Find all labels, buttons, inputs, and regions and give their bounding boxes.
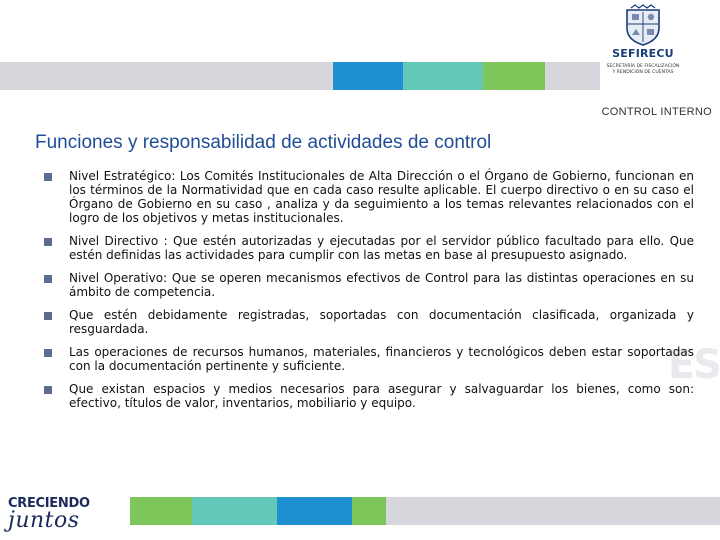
square-bullet-icon (44, 275, 52, 283)
page-title: Funciones y responsabilidad de actividades de control (35, 132, 492, 153)
footer-logo-line2: juntos (8, 508, 80, 533)
top-color-bar (0, 62, 600, 90)
list-item (44, 308, 694, 336)
list-item-text: Nivel Estratégico: Los Comités Institucionales de Alta Dirección o el Órgano de Gobierno, funcionan en los términos de la Normatividad que en cada caso resulte aplicable. El cuerpo directivo o en su caso el Órgano de Gobierno en su caso , analiza y da seguimiento a los temas relevantes relacionados con el logro de los objetivos y metas institucionales. (69, 169, 694, 225)
list-item-text: Nivel Directivo : Que estén autorizadas y ejecutadas por el servidor público facultado para ello. Que estén definidas las actividades para cumplir con las metas en base al presupuesto asignado. (69, 234, 694, 262)
bottom-bar-gray (386, 497, 720, 525)
square-bullet-icon (44, 349, 52, 357)
footer-logo-line1: CRECIENDO (8, 496, 90, 511)
list-item-text: Las operaciones de recursos humanos, materiales, financieros y tecnológicos deben estar soportadas con la documentación pertinente y suficiente. (69, 345, 694, 373)
top-bar-gray (0, 62, 333, 90)
list-item (44, 234, 694, 262)
square-bullet-icon (44, 386, 52, 394)
bottom-bar-green-2 (352, 497, 386, 525)
responsibility-list (44, 169, 694, 410)
brand-tagline: SECRETARÍA DE FISCALIZACIÓN Y RENDICIÓN DE CUENTAS (606, 64, 680, 75)
list-item-text: Que estén debidamente registradas, soportadas con documentación clasificada, organizada y resguardada. (69, 308, 694, 336)
list-item-text: Que existan espacios y medios necesarios para asegurar y salvaguardar los bienes, como son: efectivo, títulos de valor, inventarios, mobiliario y equipo. (69, 382, 694, 410)
brand-name: SEFIRECU (612, 47, 674, 60)
bottom-bar-teal (192, 497, 277, 525)
list-item-text: Nivel Operativo: Que se operen mecanismos efectivos de Control para las distintas operaciones en su ámbito de competencia. (69, 271, 694, 299)
bottom-color-bar (130, 497, 720, 525)
square-bullet-icon (44, 312, 52, 320)
square-bullet-icon (44, 173, 52, 181)
list-item (44, 345, 694, 373)
bottom-bar-green (130, 497, 192, 525)
top-bar-teal (403, 62, 483, 90)
square-bullet-icon (44, 238, 52, 246)
state-seal-icon (623, 4, 663, 46)
top-bar-blue (333, 62, 403, 90)
list-item (44, 169, 694, 225)
creciendo-juntos-logo (8, 496, 128, 538)
bottom-bar-blue (277, 497, 352, 525)
top-bar-gray-end (545, 62, 600, 90)
list-item (44, 382, 694, 410)
list-item (44, 271, 694, 299)
watermark-text: ES (667, 342, 720, 388)
sefirecu-logo (600, 0, 686, 92)
top-bar-green (483, 62, 545, 90)
section-label: CONTROL INTERNO (601, 106, 712, 118)
